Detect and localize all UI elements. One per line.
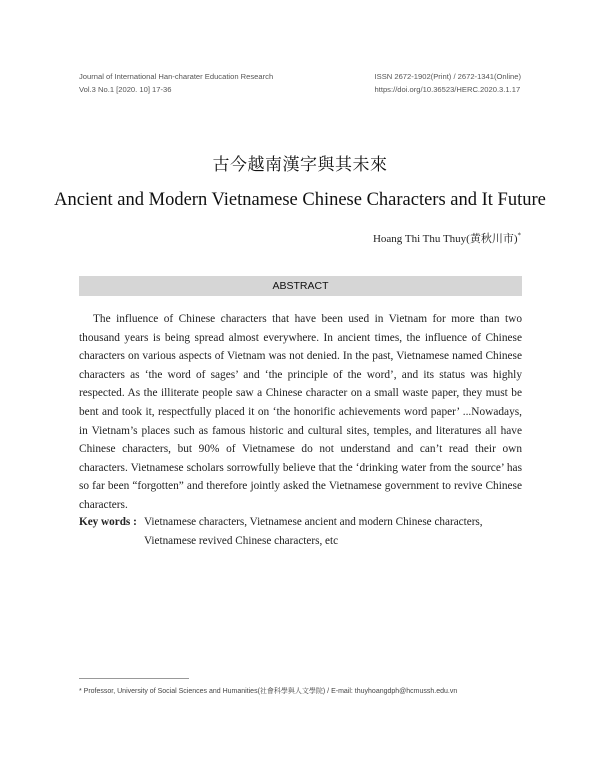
keywords-list — [144, 513, 522, 550]
journal-info — [79, 70, 273, 96]
title-chinese: 古今越南漢字與其未來 — [212, 155, 388, 175]
volume-info: Vol.3 No.1 [2020. 10] 17-36 — [79, 85, 172, 94]
abstract-heading: ABSTRACT — [79, 276, 522, 296]
issn: ISSN 2672-1902(Print) / 2672-1341(Online) — [374, 72, 521, 81]
abstract-text: The influence of Chinese characters that have been used in Vietnam for more than two thousand years is being spread almost everywhere. In ancient times, the influence of Chinese characters on various aspects of Vietnam was not denied. In the past, Vietnamese named Chinese characters as ‘the word of sages’ and ‘the principle of the word’, and its status was highly respected. As the illiterate people saw a Chinese character on a small waste paper, they must be bent and took it, respectfully placed it on ‘the honorific achievements word paper’ ...Nowadays, in Vietnam’s places such as famous historic and cultural sites, temples, and literatures all have Chinese characters, but 90% of Vietnamese do not understand and can’t read their own characters. Vietnamese scholars sorrowfully believe that the ‘drinking water from the source’ has so far been “forgotten” and therefore jointly asked the Vietnamese government to revive Chinese characters. — [79, 313, 522, 511]
running-header — [79, 70, 521, 98]
journal-name: Journal of International Han-charater Education Research — [79, 72, 274, 81]
author-name: Hoang Thi Thu Thuy(黄秋川市) — [372, 233, 518, 245]
publication-ids — [375, 70, 521, 96]
author-footnote: * Professor, University of Social Sciences and Humanities(社會科學與人文學院) / E-mail: thuyhoangdph@hcmussh.edu.vn — [79, 688, 458, 695]
keywords-line-1: Vietnamese characters, Vietnamese ancient and modern Chinese characters, — [144, 516, 483, 528]
footnote-divider — [79, 678, 189, 679]
footnote-marker: * — [517, 231, 521, 240]
author-line — [373, 230, 521, 246]
keywords-line-2: Vietnamese revived Chinese characters, etc — [144, 534, 339, 547]
title-english: Ancient and Modern Vietnamese Chinese Characters and It Future — [54, 190, 546, 210]
keywords-label: Key words : — [79, 516, 137, 528]
doi-link[interactable]: https://doi.org/10.36523/HERC.2020.3.1.17 — [374, 85, 521, 94]
